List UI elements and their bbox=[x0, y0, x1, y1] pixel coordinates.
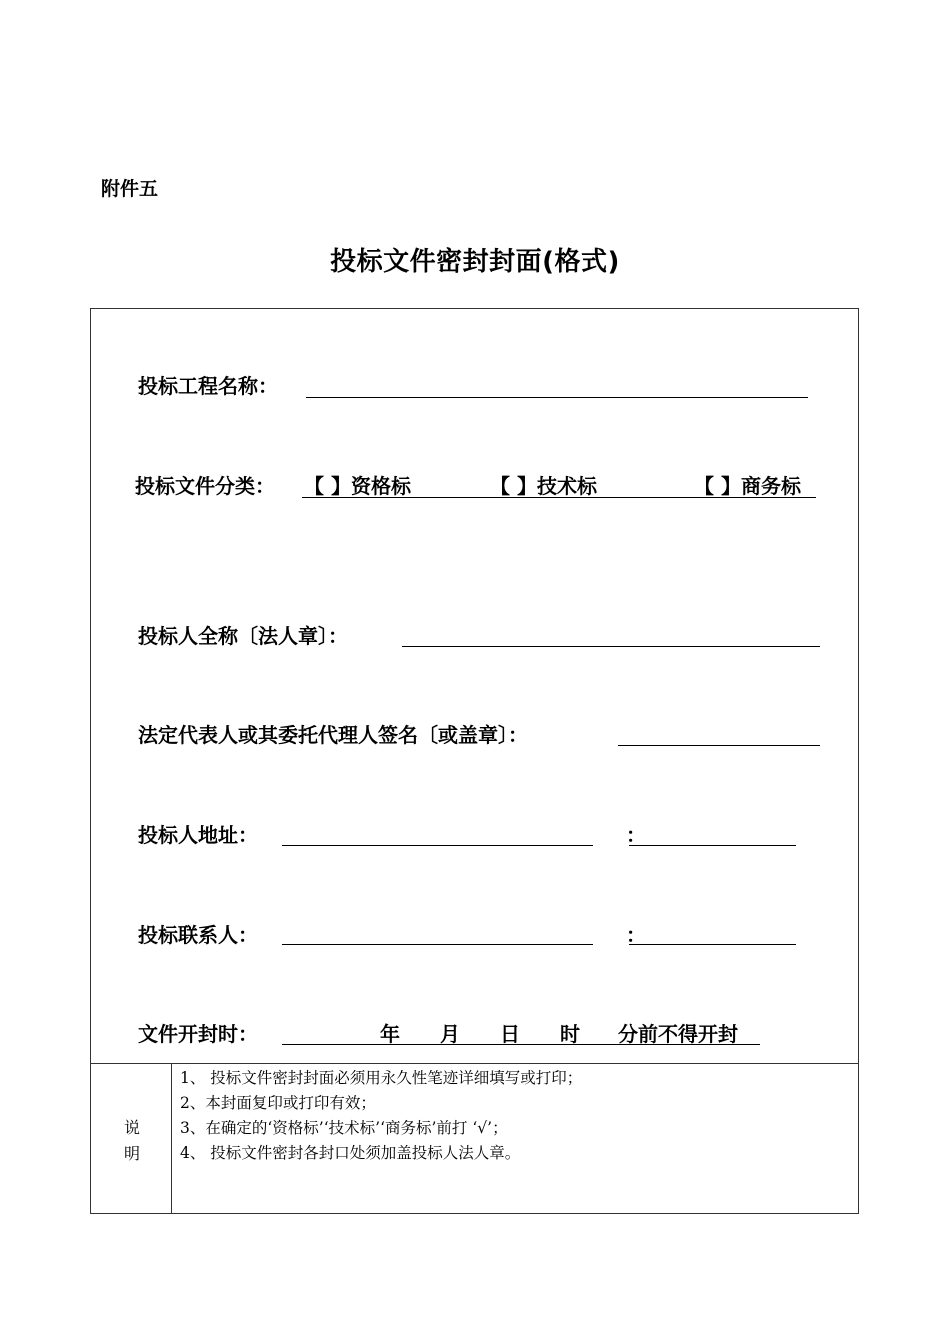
opening-time-year: 年 bbox=[380, 1022, 400, 1046]
category-label: 投标文件分类： bbox=[135, 474, 275, 498]
bidder-name-label: 投标人全称〔法人章〕： bbox=[138, 624, 348, 648]
note-item-1: 1、 投标文件密封封面必须用永久性笔迹详细填写或打印； bbox=[180, 1069, 583, 1087]
address-extra-field[interactable] bbox=[629, 845, 796, 846]
page-title: 投标文件密封封面(格式) bbox=[330, 247, 620, 277]
opening-time-minute-note: 分前不得开封 bbox=[618, 1022, 738, 1046]
contact-colon: ： bbox=[626, 923, 646, 947]
project-name-label: 投标工程名称： bbox=[138, 374, 278, 398]
project-name-field[interactable] bbox=[306, 397, 808, 398]
annex-label: 附件五 bbox=[101, 178, 159, 200]
notes-divider bbox=[91, 1063, 858, 1064]
note-item-4: 4、 投标文件密封各封口处须加盖投标人法人章。 bbox=[180, 1144, 521, 1162]
opening-time-day: 日 bbox=[500, 1022, 520, 1046]
address-field[interactable] bbox=[282, 845, 593, 846]
contact-label: 投标联系人： bbox=[138, 923, 258, 947]
category-option-commercial[interactable]: 【 】商务标 bbox=[694, 474, 801, 498]
rep-signature-label: 法定代表人或其委托代理人签名〔或盖章〕： bbox=[138, 723, 528, 747]
notes-label-char-1: 说 bbox=[123, 1118, 140, 1137]
address-colon: ： bbox=[626, 823, 646, 847]
address-label: 投标人地址： bbox=[138, 823, 258, 847]
opening-time-month: 月 bbox=[440, 1022, 460, 1046]
notes-label-divider bbox=[171, 1063, 172, 1214]
note-item-2: 2、本封面复印或打印有效； bbox=[180, 1094, 376, 1112]
bidder-name-field[interactable] bbox=[402, 646, 820, 647]
opening-time-hour: 时 bbox=[560, 1022, 580, 1046]
category-option-technical[interactable]: 【 】技术标 bbox=[490, 474, 597, 498]
notes-label-char-2: 明 bbox=[123, 1144, 140, 1163]
contact-field[interactable] bbox=[282, 944, 593, 945]
rep-signature-field[interactable] bbox=[618, 745, 820, 746]
contact-extra-field[interactable] bbox=[629, 944, 796, 945]
note-item-3: 3、在确定的‘资格标’‘技术标’‘商务标’前打 ‘√’； bbox=[180, 1119, 508, 1137]
opening-time-label: 文件开封时： bbox=[138, 1022, 258, 1046]
category-option-qualification[interactable]: 【 】资格标 bbox=[304, 474, 411, 498]
